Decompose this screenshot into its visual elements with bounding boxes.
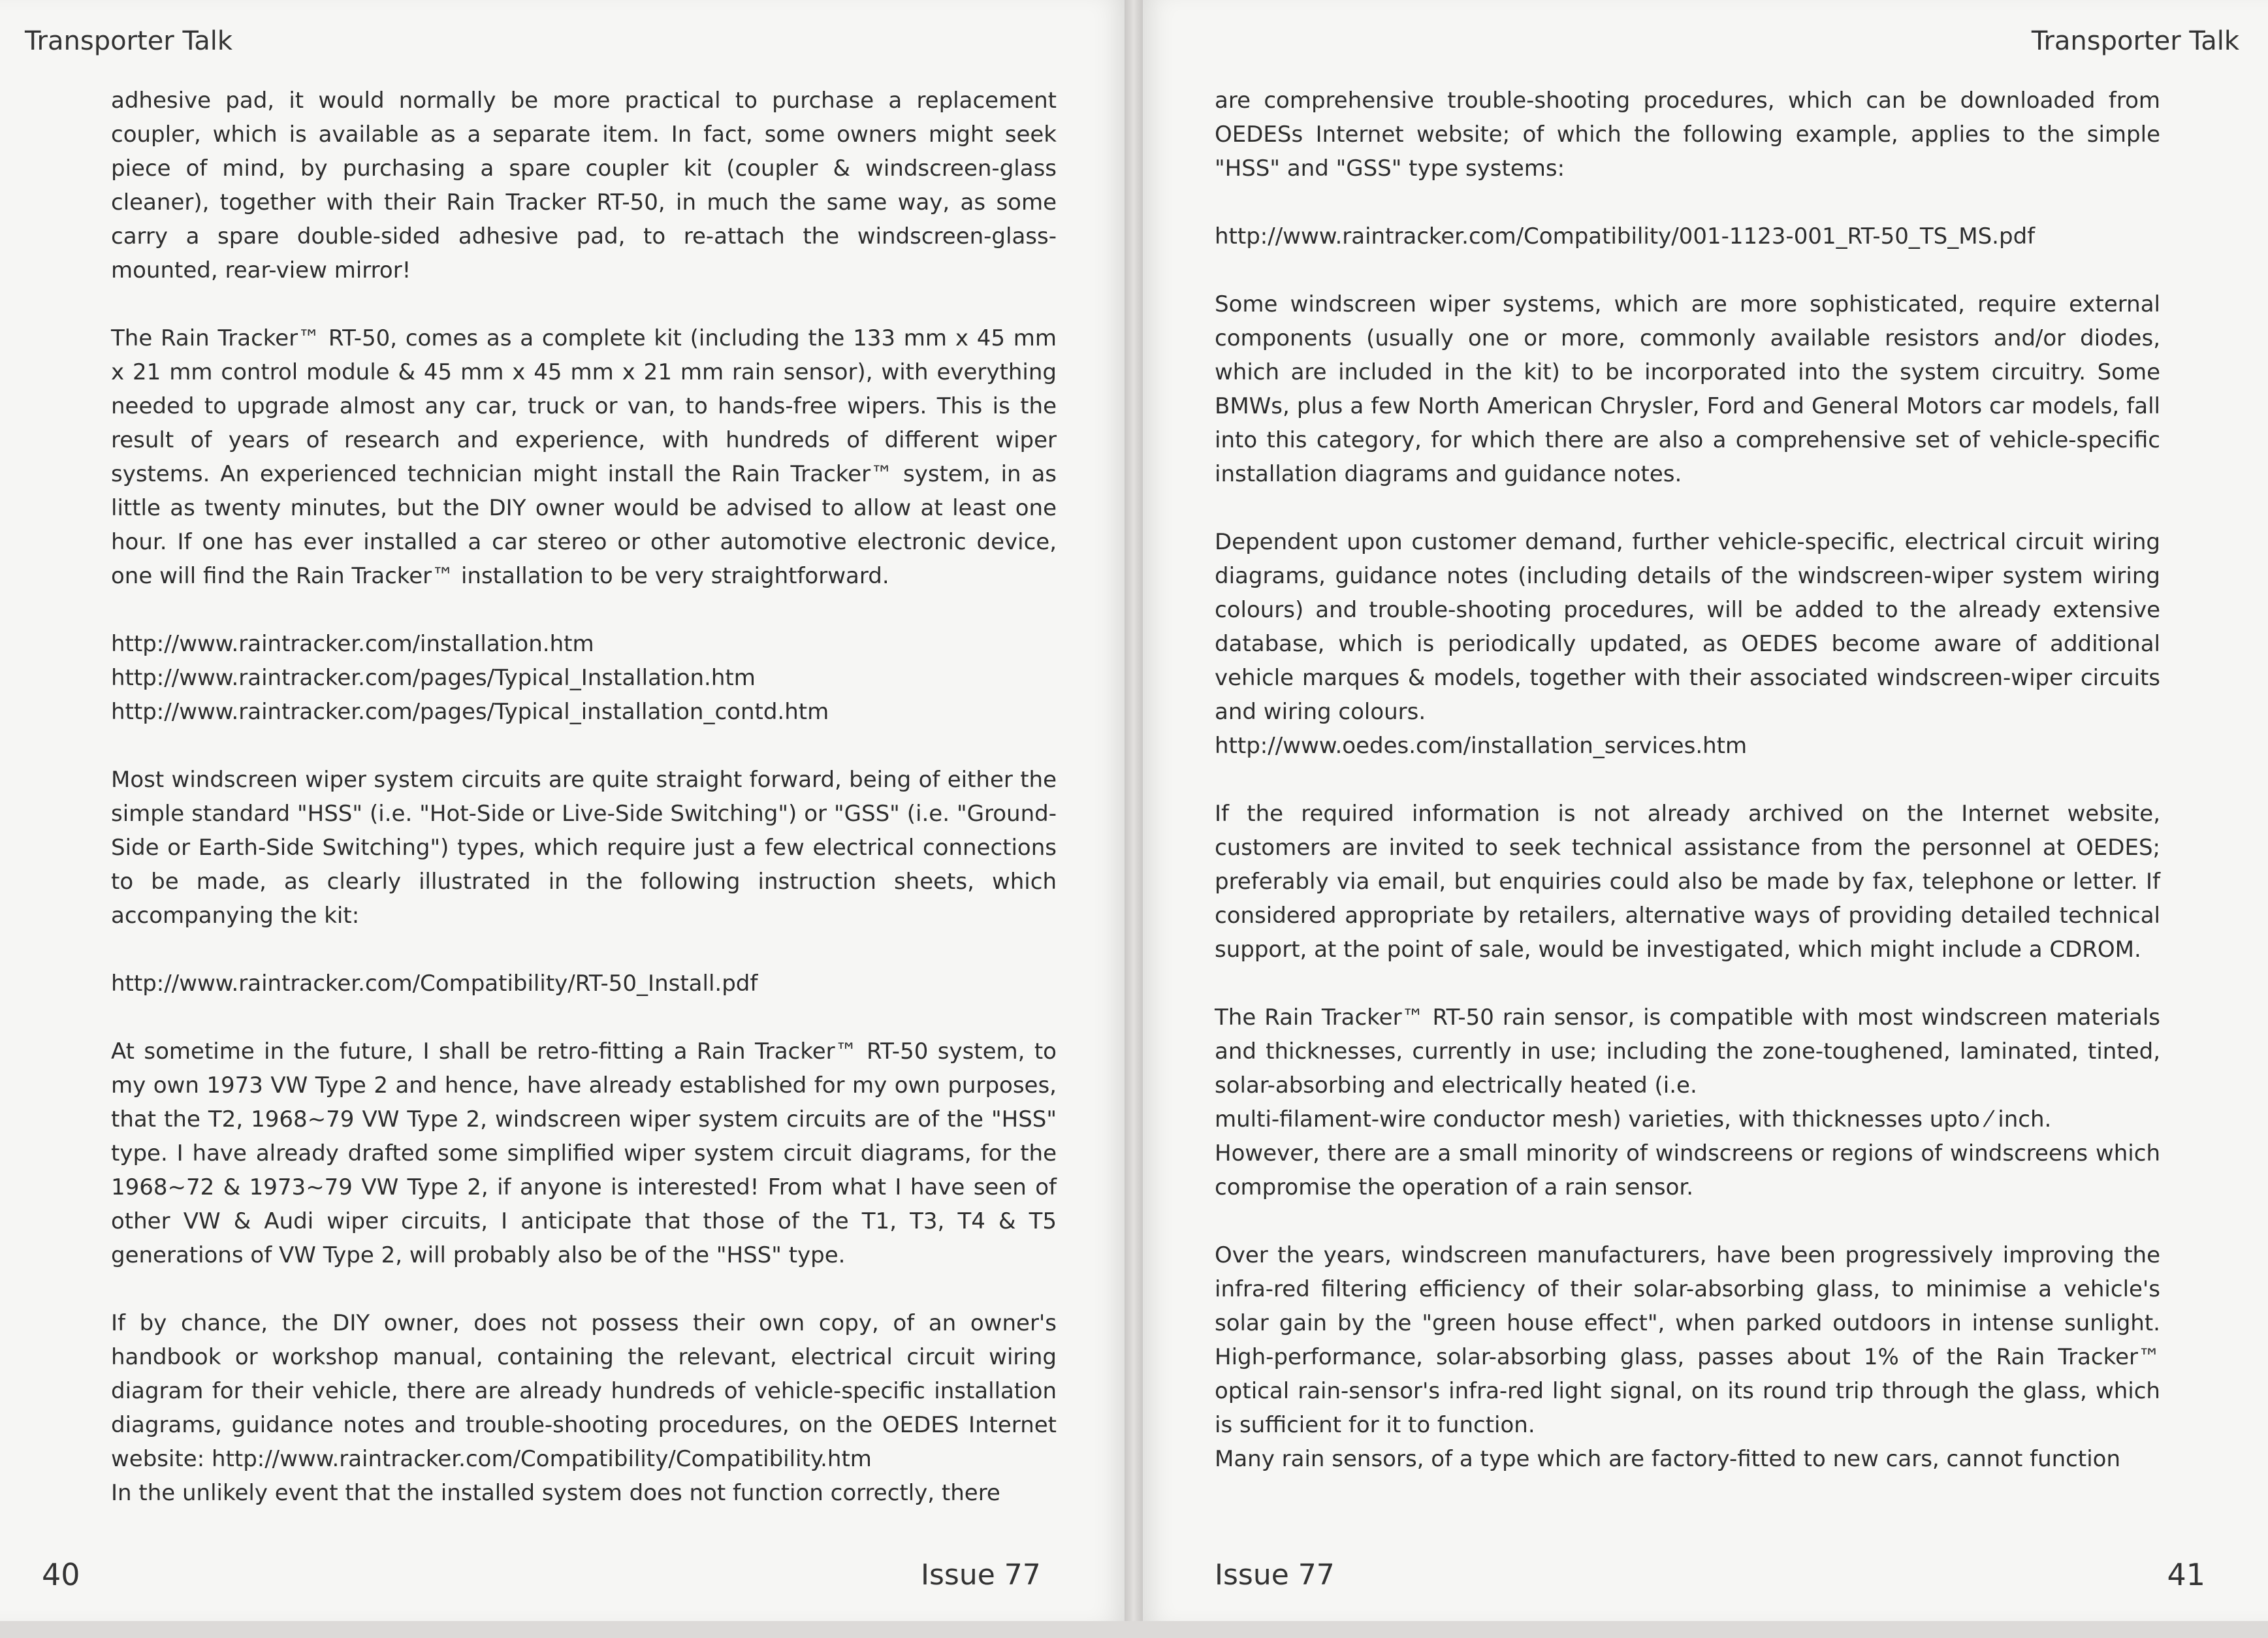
- paragraph-kit: The Rain Tracker™ RT-50, comes as a complete kit (including the 133 mm x 45 mm x 21 mm control module & 45 mm x 45 mm x 21 mm rain sensor), with everything needed to upgrade almost any car, truck or van, to hands-free wipers. This is the result of years of research and experience, with hundreds of different wiper systems. An experienced technician might install the Rain Tracker™ system, in as little as twenty minutes, but the DIY owner would be advised to allow at least one hour. If one has ever installed a car stereo or other automotive electronic device, one will find the Rain Tracker™ installation to be very straightforward.: [111, 325, 1057, 589]
- paragraph-coupler: adhesive pad, it would normally be more practical to purchase a replacement coupler, which is available as a separate item. In fact, some owners might seek piece of mind, by purchasing a spare coupler kit (coupler & windscreen-glass cleaner), together with their Rain Tracker RT-50, in much the same way, as some carry a spare double-sided adhesive pad, to re-attach the windscreen-glass-mounted, rear-view mirror!: [111, 88, 1057, 283]
- left-page-body: [111, 84, 1057, 1510]
- left-page: [0, 0, 1125, 1621]
- link-troubleshooting-pdf: http://www.raintracker.com/Compatibility/001-1123-001_RT-50_TS_MS.pdf: [1215, 223, 2036, 249]
- paragraph-compatibility-mesh: multi-filament-wire conductor mesh) varieties, with thicknesses upto ⁄ inch.: [1215, 1106, 2052, 1132]
- paragraph-compatibility: The Rain Tracker™ RT-50 rain sensor, is compatible with most windscreen materials and thicknesses, currently in use; including the zone-toughened, laminated, tinted, solar-absorbing and electrically heated (i.e.: [1215, 1004, 2160, 1099]
- installation-links: [111, 627, 1057, 729]
- link-install-pdf: http://www.raintracker.com/Compatibility/RT-50_Install.pdf: [111, 971, 758, 997]
- spine-gutter: [1125, 0, 1143, 1621]
- paragraph-intro: are comprehensive trouble-shooting procedures, which can be downloaded from OEDESs Internet website; of which the following example, applies to the simple "HSS" and "GSS" type systems:: [1215, 88, 2160, 182]
- paragraph-compatibility-minority: However, there are a small minority of windscreens or regions of windscreens which compromise the operation of a rain sensor.: [1215, 1140, 2160, 1200]
- link-typical-installation-contd: http://www.raintracker.com/pages/Typical_installation_contd.htm: [111, 699, 829, 725]
- paragraph-solar-glass: Over the years, windscreen manufacturers, have been progressively improving the infra-red filtering efficiency of their solar-absorbing glass, to minimise a vehicle's solar gain by the "green house effect", when parked outdoors in intense sunlight. High-performance, solar-absorbing glass, passes about 1% of the Rain Tracker™ optical rain-sensor's infra-red light signal, on its round trip through the glass, which is sufficient for it to function.: [1215, 1242, 2160, 1438]
- paragraph-retrofit: At sometime in the future, I shall be retro-fitting a Rain Tracker™ RT-50 system, to my own 1973 VW Type 2 and hence, have already established for my own purposes, that the T2, 1968~79 VW Type 2, windscreen wiper system circuits are of the "HSS" type. I have already drafted some simplified wiper system circuit diagrams, for the 1968~72 & 1973~79 VW Type 2, if anyone is interested! From what I have seen of other VW & Audi wiper circuits, I anticipate that those of the T1, T3, T4 & T5 generations of VW Type 2, will probably also be of the "HSS" type.: [111, 1038, 1057, 1268]
- paragraph-demand: Dependent upon customer demand, further vehicle-specific, electrical circuit wiring diagrams, guidance notes (including details of the windscreen-wiper system wiring colours) and trouble-shooting procedures, will be added to the already extensive database, which is periodically updated, as OEDES become aware of additional vehicle marques & models, together with their associated windscreen-wiper circuits and wiring colours.: [1215, 529, 2160, 725]
- page-number-right: 41: [2167, 1557, 2205, 1592]
- issue-label-right: Issue 77: [1215, 1558, 1335, 1592]
- paragraph-diy: If by chance, the DIY owner, does not possess their own copy, of an owner's handbook or workshop manual, containing the relevant, electrical circuit wiring diagram for their vehicle, there are already hundreds of vehicle-specific installation diagrams, guidance notes and trouble-shooting procedures, on the OEDES Internet website: http://www.raintracker.com/Compatibility/Compatibility.htm: [111, 1310, 1057, 1472]
- right-page-body: [1215, 84, 2160, 1476]
- paragraph-sophisticated: Some windscreen wiper systems, which are more sophisticated, require external components (usually one or more, commonly available resistors and/or diodes, which are included in the kit) to be incorporated into the system circuitry. Some BMWs, plus a few North American Chrysler, Ford and General Motors car models, fall into this category, for which there are also a comprehensive set of vehicle-specific installation diagrams and guidance notes.: [1215, 291, 2160, 487]
- paragraph-assistance: If the required information is not already archived on the Internet website, customers are invited to seek technical assistance from the personnel at OEDES; preferably via email, but enquiries could also be made by fax, telephone or letter. If considered appropriate by retailers, alternative ways of providing detailed technical support, at the point of sale, would be investigated, which might include a CDROM.: [1215, 801, 2160, 963]
- link-installation: http://www.raintracker.com/installation.htm: [111, 631, 594, 657]
- paragraph-unlikely: In the unlikely event that the installed system does not function correctly, there: [111, 1480, 1000, 1506]
- link-installation-services: http://www.oedes.com/installation_services.htm: [1215, 733, 1748, 759]
- link-typical-installation: http://www.raintracker.com/pages/Typical_Installation.htm: [111, 665, 756, 691]
- running-head-right: Transporter Talk: [2031, 26, 2239, 56]
- running-head-left: Transporter Talk: [25, 26, 233, 56]
- page-bottom-edge: [0, 1621, 2268, 1638]
- paragraph-factory-sensors: Many rain sensors, of a type which are factory-fitted to new cars, cannot function: [1215, 1446, 2120, 1472]
- issue-label-left: Issue 77: [921, 1558, 1041, 1592]
- page-number-left: 40: [42, 1557, 80, 1592]
- right-page: [1143, 0, 2268, 1621]
- paragraph-circuits: Most windscreen wiper system circuits are quite straight forward, being of either the simple standard "HSS" (i.e. "Hot-Side or Live-Side Switching") or "GSS" (i.e. "Ground-Side or Earth-Side Switching") types, which require just a few electrical connections to be made, as clearly illustrated in the following instruction sheets, which accompanying the kit:: [111, 767, 1057, 929]
